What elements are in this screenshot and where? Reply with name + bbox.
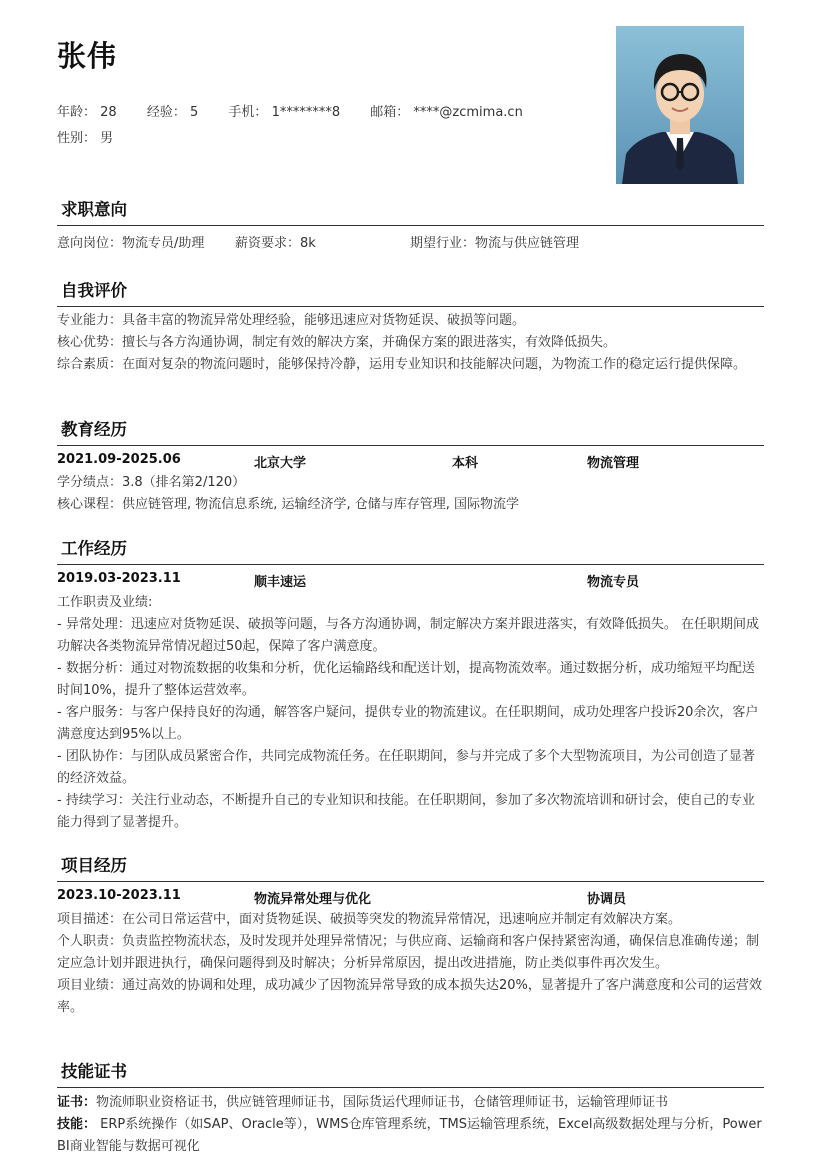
section-title-self-eval: 自我评价 — [61, 281, 127, 300]
basic-info-row — [57, 101, 549, 120]
section-divider — [57, 564, 764, 565]
intent-salary: 薪资要求：8k — [235, 236, 316, 251]
gender-value: 男 — [100, 131, 114, 146]
age-value: 28 — [100, 105, 117, 120]
section-title-intent: 求职意向 — [61, 200, 127, 219]
skill-line — [57, 1114, 767, 1158]
gender-row — [57, 127, 113, 146]
project-result: 项目业绩：通过高效的协调和处理，成功减少了因物流异常导致的成本损失达20%，显著提升了客户满意度和公司的运营效率。 — [57, 978, 762, 1015]
age-info — [57, 105, 117, 120]
work-details — [57, 592, 767, 834]
project-description: 项目描述：在公司日常运营中，面对货物延误、破损等突发的物流异常情况，迅速响应并制定有效解决方案。 — [57, 912, 682, 927]
work-intro: 工作职责及业绩: — [57, 595, 153, 610]
age-label: 年龄： — [57, 105, 97, 120]
work-company: 顺丰速运 — [254, 575, 307, 590]
education-details — [57, 472, 767, 516]
work-item: - 团队协作：与团队成员紧密合作，共同完成物流任务。在任职期间，参与并完成了多个大型物流项目，为公司创造了显著的经济效益。 — [57, 749, 755, 786]
candidate-name: 张伟 — [57, 39, 118, 73]
section-divider — [57, 306, 764, 307]
email-value: ****@zcmima.cn — [413, 105, 523, 120]
cert-value: 物流师职业资格证书，供应链管理师证书，国际货运代理师证书，仓储管理师证书，运输管理师证书 — [96, 1095, 669, 1110]
self-eval-text — [57, 310, 767, 376]
project-duty: 个人职责：负责监控物流状态，及时发现并处理异常情况；与供应商、运输商和客户保持紧密沟通，确保信息准确传递；制定应急计划并跟进执行，确保问题得到及时解决；分析异常原因，提出改进措施，防止类似事件再次发生。 — [57, 934, 760, 971]
section-title-work: 工作经历 — [61, 539, 127, 558]
work-period: 2019.03-2023.11 — [57, 571, 181, 586]
cert-label: 证书： — [57, 1095, 97, 1110]
work-item: - 持续学习：关注行业动态，不断提升自己的专业知识和技能。在任职期间，参加了多次物流培训和研讨会，使自己的专业能力得到了显著提升。 — [57, 793, 755, 830]
project-role: 协调员 — [587, 892, 627, 907]
intent-position: 意向岗位：物流专员/助理 — [57, 236, 205, 251]
intent-row — [57, 233, 767, 255]
section-divider — [57, 881, 764, 882]
phone-info — [228, 105, 340, 120]
self-eval-line: 综合素质：在面对复杂的物流问题时，能够保持冷静，运用专业知识和技能解决问题，为物流工作的稳定运行提供保障。 — [57, 357, 747, 372]
experience-label: 经验： — [146, 105, 186, 120]
email-label: 邮箱： — [370, 105, 410, 120]
skills-details — [57, 1092, 767, 1158]
project-details — [57, 909, 767, 1019]
education-school: 北京大学 — [254, 456, 307, 471]
work-item: - 异常处理：迅速应对货物延误、破损等问题，与各方沟通协调，制定解决方案并跟进落实，有效降低损失。 在任职期间成功解决各类物流异常情况超过50起，保障了客户满意度。 — [57, 617, 759, 654]
project-period: 2023.10-2023.11 — [57, 888, 181, 903]
education-period: 2021.09-2025.06 — [57, 452, 181, 467]
work-role: 物流专员 — [587, 575, 640, 590]
section-divider — [57, 1087, 764, 1088]
section-title-education: 教育经历 — [61, 420, 127, 439]
self-eval-line: 核心优势：擅长与各方沟通协调，制定有效的解决方案，并确保方案的跟进落实，有效降低损失。 — [57, 335, 617, 350]
education-courses: 核心课程：供应链管理, 物流信息系统, 运输经济学, 仓储与库存管理, 国际物流学 — [57, 497, 520, 512]
email-info — [370, 105, 523, 120]
self-eval-line: 专业能力：具备丰富的物流异常处理经验，能够迅速应对货物延误、破损等问题。 — [57, 313, 526, 328]
work-item: - 数据分析：通过对物流数据的收集和分析，优化运输路线和配送计划，提高物流效率。通过数据分析，成功缩短平均配送时间10%，提升了整体运营效率。 — [57, 661, 755, 698]
education-degree: 本科 — [452, 456, 479, 471]
section-divider — [57, 445, 764, 446]
cert-line — [57, 1092, 767, 1114]
skill-label: 技能： — [57, 1117, 97, 1132]
experience-value: 5 — [190, 105, 199, 120]
gender-label: 性别： — [57, 131, 97, 146]
work-item: - 客户服务：与客户保持良好的沟通，解答客户疑问，提供专业的物流建议。在任职期间，成功处理客户投诉20余次，客户满意度达到95%以上。 — [57, 705, 759, 742]
skill-value: ERP系统操作（如SAP、Oracle等），WMS仓库管理系统，TMS运输管理系统，Excel高级数据处理与分析，Power BI商业智能与数据可视化 — [57, 1117, 762, 1154]
section-title-project: 项目经历 — [61, 856, 127, 875]
education-gpa: 学分绩点：3.8（排名第2/120） — [57, 475, 246, 490]
experience-info — [147, 105, 198, 120]
project-name: 物流异常处理与优化 — [254, 892, 372, 907]
phone-value: 1********8 — [271, 105, 341, 120]
section-title-skills: 技能证书 — [61, 1062, 127, 1081]
intent-industry: 期望行业：物流与供应链管理 — [410, 236, 580, 251]
phone-label: 手机： — [228, 105, 268, 120]
portrait-icon — [616, 26, 744, 184]
profile-photo — [616, 26, 744, 184]
education-major: 物流管理 — [587, 456, 640, 471]
section-divider — [57, 225, 764, 226]
